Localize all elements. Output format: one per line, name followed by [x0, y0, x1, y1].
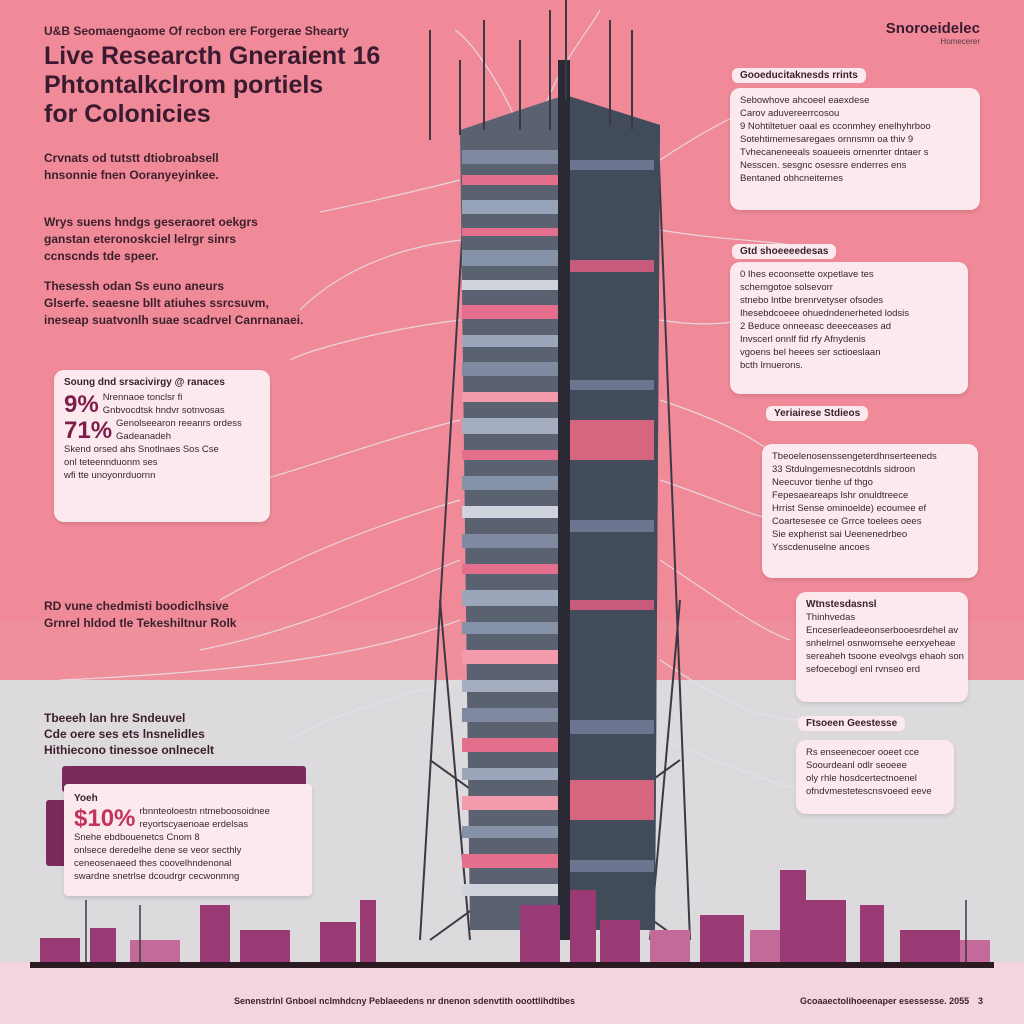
card-body-line: Snehe ebdbouenetcs Cnom 8 [74, 832, 200, 843]
card-line: 9 Nohtiltetuer oaal es cconmhey enelhyhrboo [740, 121, 931, 132]
card-line: ofndvmestetescnsvoeed eeve [806, 786, 932, 797]
intro-line: Thesessh odan Ss euno aneurs [44, 279, 225, 293]
card-line: Neecuvor tienhe uf thgo [772, 477, 873, 488]
stat-caption: Gnbvocdtsk hndvr sotnvosas [102, 405, 225, 416]
stat-value: 71% [64, 416, 113, 444]
callout-line: Hithiecono tinessoe onlnecelt [44, 743, 215, 757]
card-line: Enceserleadeeonserbooesrdehel av [806, 625, 959, 636]
card-line: Thinhvedas [806, 612, 856, 623]
footer-credit: Gcoaaectolihoeenaper esessesse. 2055 [800, 996, 970, 1006]
stat-value: $10% [74, 804, 136, 832]
left-stat-card [54, 370, 270, 522]
intro-line: ganstan eteronoskciel lelrgr sinrs [44, 232, 237, 246]
card-line: Tvhecaneneeals soaueeis ornenrter dntaer s [740, 147, 929, 158]
brand-subtitle: Homecerer [940, 37, 980, 46]
card-line: Coartesesee ce Grrce toelees oees [772, 516, 922, 527]
right-card-tag: Gtd shoeeeedesas [732, 244, 836, 259]
card-body-line: onlsece deredelhe dene se veor secthly [74, 845, 242, 856]
left-callout-2 [44, 710, 214, 758]
right-card [762, 444, 978, 578]
card-body-line: ceneosenaeed thes coovelhndenonal [74, 858, 232, 869]
title-line: Live Researcth Gneraient 16 [44, 42, 381, 70]
title-line: Phtontalkclrom portiels [44, 71, 324, 99]
supertitle: U&B Seomaengaome Of recbon ere Forgerae Shearty [44, 24, 349, 38]
card-line: oly rhle hosdcertectnoenel [806, 773, 917, 784]
card-line: Fepesaeareaps lshr onuldtreece [772, 490, 909, 501]
intro-line: ccnscnds tde speer. [44, 249, 159, 263]
right-card-tag: Gooeducitaknesds rrints [732, 68, 866, 83]
intro-line: Wrys suens hndgs geseraoret oekgrs [44, 215, 258, 229]
card-line: Ihesebdcoeee ohuedndenerheted lodsis [740, 308, 910, 319]
card-line: Carov aduvereerrcosou [740, 108, 840, 119]
card-line: bcth lrnuerons. [740, 360, 803, 371]
intro-line: ineseap suatvonlh suae scadrvel Canrnanaei. [44, 313, 304, 327]
card-line: sereaheh tsoone eveolvgs ehaoh son [806, 651, 964, 662]
card-line: Sie exphenst sai Ueenenedrbeo [772, 529, 908, 540]
card-line: sefoecebogl enl rvnseo erd [806, 664, 921, 675]
card-heading: Soung dnd srsacivirgy @ ranaces [64, 377, 225, 388]
stat-caption: Gadeanadeh [116, 431, 171, 442]
page-title [44, 42, 380, 129]
card-line: Tbeoelenosenssengeterdhnserteeneds [772, 451, 937, 462]
intro-line: Crvnats od tutstt dtiobroabsell [44, 151, 219, 165]
stat-caption: rbnnteoloestn ntmeboosoidnee [139, 806, 270, 817]
card-body-line: onl teteennduonm ses [64, 457, 158, 468]
card-line: stnebo lntbe brenrvetyser ofsodes [740, 295, 884, 306]
ground-line [30, 962, 994, 968]
intro-paragraph [44, 150, 219, 184]
right-card [796, 592, 968, 702]
card-line: 0 Ihes ecoonsette oxpetlave tes [740, 269, 874, 280]
stat-caption: Nrennaoe tonclsr fi [102, 392, 183, 403]
card-line: vgoens bel heees ser sctioeslaan [740, 347, 881, 358]
title-line: for Colonicies [44, 100, 211, 128]
card-line: Soourdeanl odlr seoeee [806, 760, 907, 771]
card-line: 2 Beduce onneeasc deeeceases ad [740, 321, 892, 332]
intro-line: hnsonnie fnen Ooranyeyinkee. [44, 168, 219, 182]
callout-line: Grnrel hldod tle Tekeshiltnur Rolk [44, 616, 237, 630]
card-line: Ysscdenuselne ancoes [772, 542, 870, 553]
callout-line: Cde oere ses ets lnsnelidles [44, 727, 205, 741]
stat-value: 9% [64, 390, 99, 418]
bottom-left-card [64, 784, 312, 896]
left-callout [44, 598, 236, 632]
ground-strip [0, 962, 1024, 1024]
card-line: Nesscen. sesgnc osessre enderres ens [740, 160, 907, 171]
card-line: Bentaned obhcneiternes [740, 173, 843, 184]
card-heading: Wtnstesdasnsl [806, 599, 877, 610]
card-line: 33 Stdulngemesnecotdnls sidroon [772, 464, 916, 475]
intro-paragraph-3 [44, 278, 303, 329]
right-card [730, 262, 968, 394]
card-line: Sotehtimemesaregaes ornnsmn oa thiv 9 [740, 134, 914, 145]
card-heading: Yoeh [74, 793, 98, 804]
intro-line: Glserfe. seaesne bllt atiuhes ssrcsuvm, [44, 296, 269, 310]
right-card [796, 740, 954, 814]
callout-line: RD vune chedmisti boodiclhsive [44, 599, 229, 613]
card-line: Hrrist Sense ominoelde) ecoumee ef [772, 503, 927, 514]
card-line: schemgotoe solsevorr [740, 282, 833, 293]
stat-caption: reyortscyaenoae erdelsas [139, 819, 249, 830]
card-line: Rs enseenecoer ooeet cce [806, 747, 920, 758]
card-body-line: Skend orsed ahs Snotlnaes Sos Cse [64, 444, 219, 455]
callout-line: Tbeeeh lan hre Sndeuvel [44, 711, 186, 725]
card-line: Sebowhove ahcoeel eaexdese [740, 95, 870, 106]
stat-caption: Genolseearon reeanrs ordess [116, 418, 242, 429]
right-card [730, 88, 980, 210]
intro-paragraph-2 [44, 214, 258, 265]
brand-name: Snoroeidelec [885, 20, 980, 37]
footer-caption: Senenstrlnl Gnboel nclmhdcny Peblaeedens nr dnenon sdenvtith ooottlihdtibes [234, 996, 576, 1006]
right-card-tag: Yeriairese Stdieos [766, 406, 868, 421]
brand-block [886, 20, 980, 46]
card-body-line: swardne snetrlse dcoudrgr cecwonmng [74, 871, 240, 882]
card-line: Invscerl onnlf fid rfy Afnydenis [740, 334, 866, 345]
page-number: 3 [978, 996, 984, 1006]
card-body-line: wfi tte unoyonrduornn [64, 470, 156, 481]
right-card-tag: Ftsoeen Geestesse [798, 716, 905, 731]
card-line: snhelrnel osnwomsehe eerxyeheae [806, 638, 956, 649]
